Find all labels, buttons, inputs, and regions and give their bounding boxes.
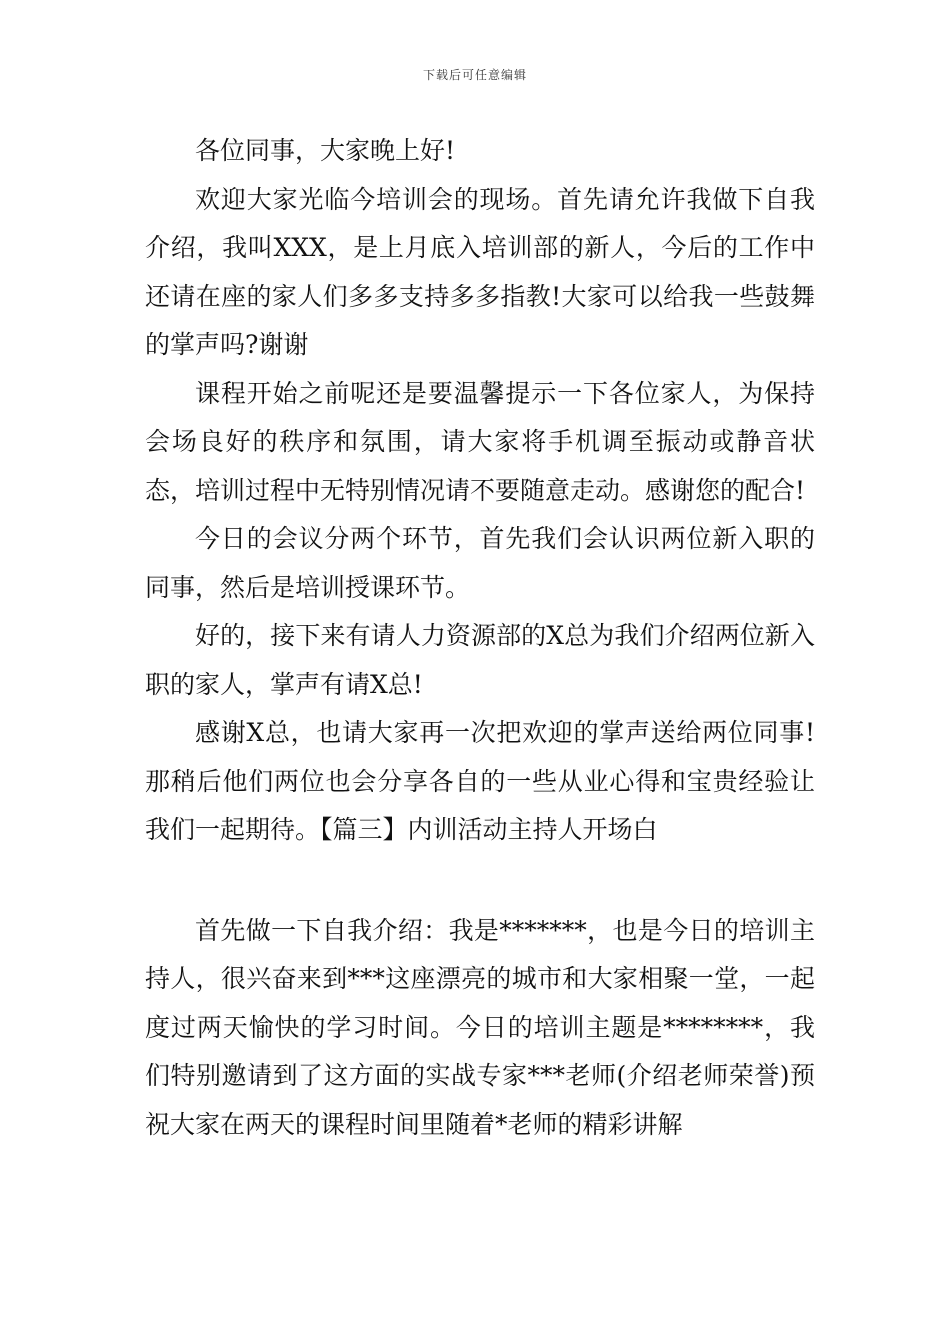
paragraph-gap	[145, 855, 815, 907]
paragraph-thanks-section-three: 感谢X总，也请大家再一次把欢迎的掌声送给两位同事!那稍后他们两位也会分享各自的一些从业心得和宝贵经验让我们一起期待。【篇三】内训活动主持人开场白	[145, 718, 815, 844]
paragraph-self-introduction: 欢迎大家光临今培训会的现场。首先请允许我做下自我介绍，我叫XXX，是上月底入培训部的新人，今后的工作中还请在座的家人们多多支持多多指教!大家可以给我一些鼓舞的掌声吗?谢谢	[145, 184, 815, 359]
document-body	[145, 127, 815, 1149]
page-header: 下载后可任意编辑	[422, 68, 527, 82]
paragraph-host-introduction: 首先做一下自我介绍：我是*******，也是今日的培训主持人，很兴奋来到***这座漂亮的城市和大家相聚一堂，一起度过两天愉快的学习时间。今日的培训主题是********，我们特别邀请到了这方面的实战专家***老师(介绍老师荣誉)预祝大家在两天的课程时间里随着*老师的精彩讲解	[145, 915, 815, 1139]
paragraph-reminder: 课程开始之前呢还是要温馨提示一下各位家人，为保持会场良好的秩序和氛围，请大家将手机调至振动或静音状态，培训过程中无特别情况请不要随意走动。感谢您的配合!	[145, 378, 815, 505]
paragraph-invite-hr: 好的，接下来有请人力资源部的X总为我们介绍两位新入职的家人，掌声有请X总!	[145, 621, 815, 699]
paragraph-agenda: 今日的会议分两个环节，首先我们会认识两位新入职的同事，然后是培训授课环节。	[145, 524, 815, 602]
paragraph-greeting: 各位同事，大家晚上好!	[195, 136, 456, 165]
